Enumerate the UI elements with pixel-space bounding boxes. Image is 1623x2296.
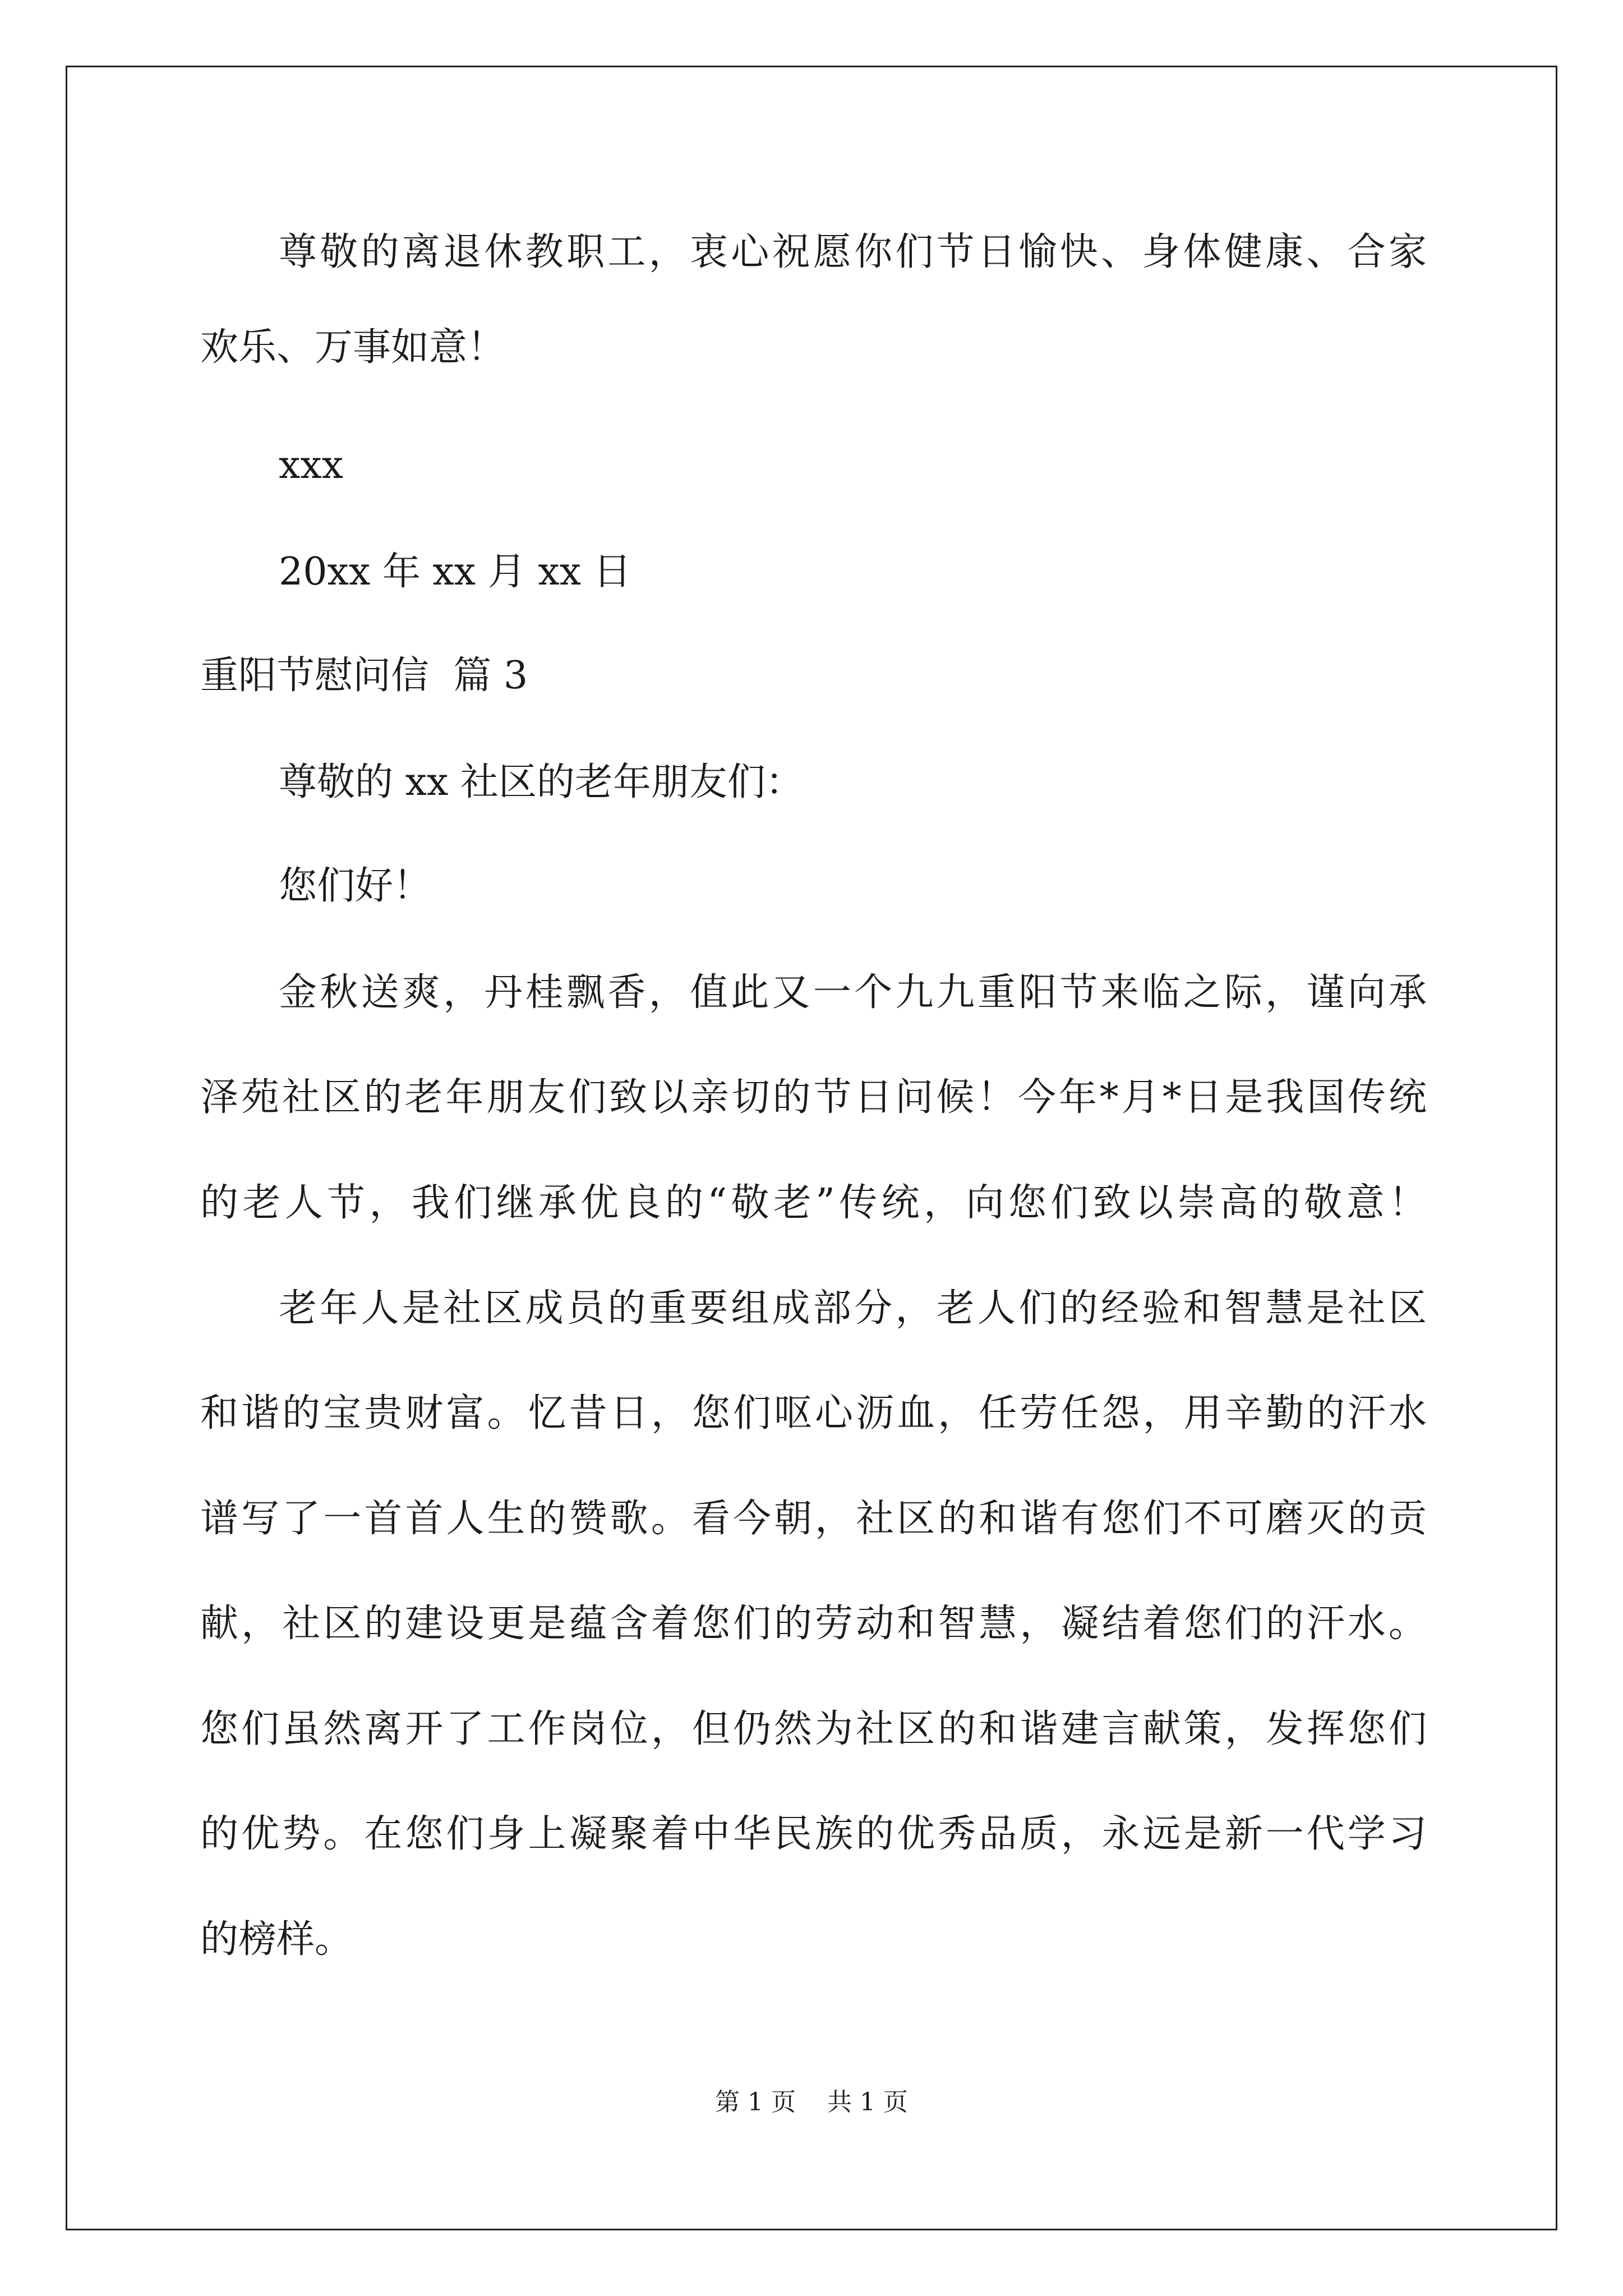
page-footer: 第 1 页 共 1 页 bbox=[715, 2088, 908, 2116]
paragraph-line: 您们虽然离开了工作岗位，但仍然为社区的和谐建言献策，发挥您们 bbox=[200, 1707, 1427, 1751]
paragraph-line: 的榜样。 bbox=[200, 1917, 353, 1962]
paragraph-line: 尊敬的离退休教职工，衷心祝愿你们节日愉快、身体健康、合家 bbox=[279, 230, 1427, 274]
paragraph-line: 谱写了一首首人生的赞歌。看今朝，社区的和谐有您们不可磨灭的贡 bbox=[200, 1497, 1427, 1541]
signature-name: xxx bbox=[279, 443, 344, 487]
paragraph-line: 献，社区的建设更是蕴含着您们的劳动和智慧，凝结着您们的汗水。 bbox=[200, 1602, 1427, 1646]
paragraph-line: 泽苑社区的老年朋友们致以亲切的节日问候！今年*月*日是我国传统 bbox=[200, 1075, 1427, 1120]
paragraph-line: 欢乐、万事如意！ bbox=[200, 325, 506, 370]
page-border bbox=[66, 66, 1557, 2230]
signature-date: 20xx 年 xx 月 xx 日 bbox=[279, 550, 631, 594]
paragraph-line: 的优势。在您们身上凝聚着中华民族的优秀品质，永远是新一代学习 bbox=[200, 1812, 1427, 1856]
paragraph-line: 老年人是社区成员的重要组成部分，老人们的经验和智慧是社区 bbox=[279, 1286, 1427, 1331]
salutation: 尊敬的 xx 社区的老年朋友们： bbox=[279, 760, 804, 804]
greeting: 您们好！ bbox=[279, 864, 432, 908]
paragraph-line: 金秋送爽，丹桂飘香，值此又一个九九重阳节来临之际，谨向承 bbox=[279, 970, 1427, 1015]
paragraph-line: 的老人节，我们继承优良的“敬老”传统，向您们致以崇高的敬意！ bbox=[200, 1181, 1427, 1225]
paragraph-line: 和谐的宝贵财富。忆昔日，您们呕心沥血，任劳任怨，用辛勤的汗水 bbox=[200, 1391, 1427, 1435]
section-title: 重阳节慰问信 篇 3 bbox=[200, 654, 528, 698]
